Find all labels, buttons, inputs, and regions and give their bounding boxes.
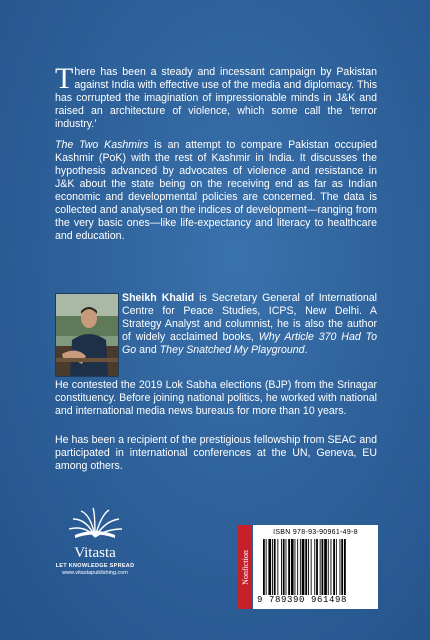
blurb-text-1: here has been a steady and incessant campaign by Pakistan against India with effective use of the media and diplomacy. This has corrupted the imagination of impressionable minds in J&K and raised an architecture of violence, which some call the ‘terror industry.’ xyxy=(55,66,377,130)
author-bio-2: He contested the 2019 Lok Sabha elections (BJP) from the Srinagar constituency. Before joining national politics, he worked with national and international media news bureaus for more than 10 years. xyxy=(55,379,377,417)
book-title-1: Why Article 370 Had To Go xyxy=(122,331,378,356)
author-bio-3: He has been a recipient of the prestigious fellowship from SEAC and participated in international conferences at the UN, Geneva, EU among others. xyxy=(55,434,377,472)
category-label xyxy=(238,525,252,609)
barcode-icon xyxy=(261,539,374,595)
book-fan-icon xyxy=(65,507,125,539)
book-title-2: They Snatched My Playground xyxy=(159,344,305,356)
blurb-text-2: is an attempt to compare Pakistan occupied Kashmir (PoK) with the rest of Kashmir in India. It discusses the hypothesis advanced by advocates of violence and resistance in J&K about the state being on the receiving end as far as Indian economic and developmental policies are concerned. The data is collected and analysed on the indices of development—ranging from the very basic ones—like life-expectancy and literacy to healthcare and education. xyxy=(55,139,377,242)
isbn-barcode xyxy=(253,525,378,609)
author-photo xyxy=(55,293,119,377)
isbn-label: ISBN 978-93-90961-49-8 xyxy=(273,529,358,536)
bio-text-end: . xyxy=(304,344,308,356)
drop-cap: T xyxy=(55,62,74,95)
publisher-tagline: LET KNOWLEDGE SPREAD xyxy=(55,563,135,569)
bio-text: is Secretary General of International Centre for Peace Studies, ICPS, New Delhi. A Strategy Analyst and columnist, he is also the author of widely acclaimed books, xyxy=(122,292,377,343)
blurb-paragraph-2 xyxy=(55,139,377,243)
category-text: Nonfiction xyxy=(240,549,250,585)
publisher-name: Vitasta xyxy=(74,545,116,561)
author-bio-1 xyxy=(122,292,377,357)
book-title: The Two Kashmirs xyxy=(55,139,149,151)
isbn-digits: 9 789390 961498 xyxy=(257,595,348,605)
author-name: Sheikh Khalid xyxy=(122,292,195,304)
bio-text-and: and xyxy=(136,344,160,356)
publisher-url: www.vitastapublishing.com xyxy=(62,570,128,576)
blurb-paragraph-1 xyxy=(55,62,377,131)
publisher-logo xyxy=(55,507,135,576)
